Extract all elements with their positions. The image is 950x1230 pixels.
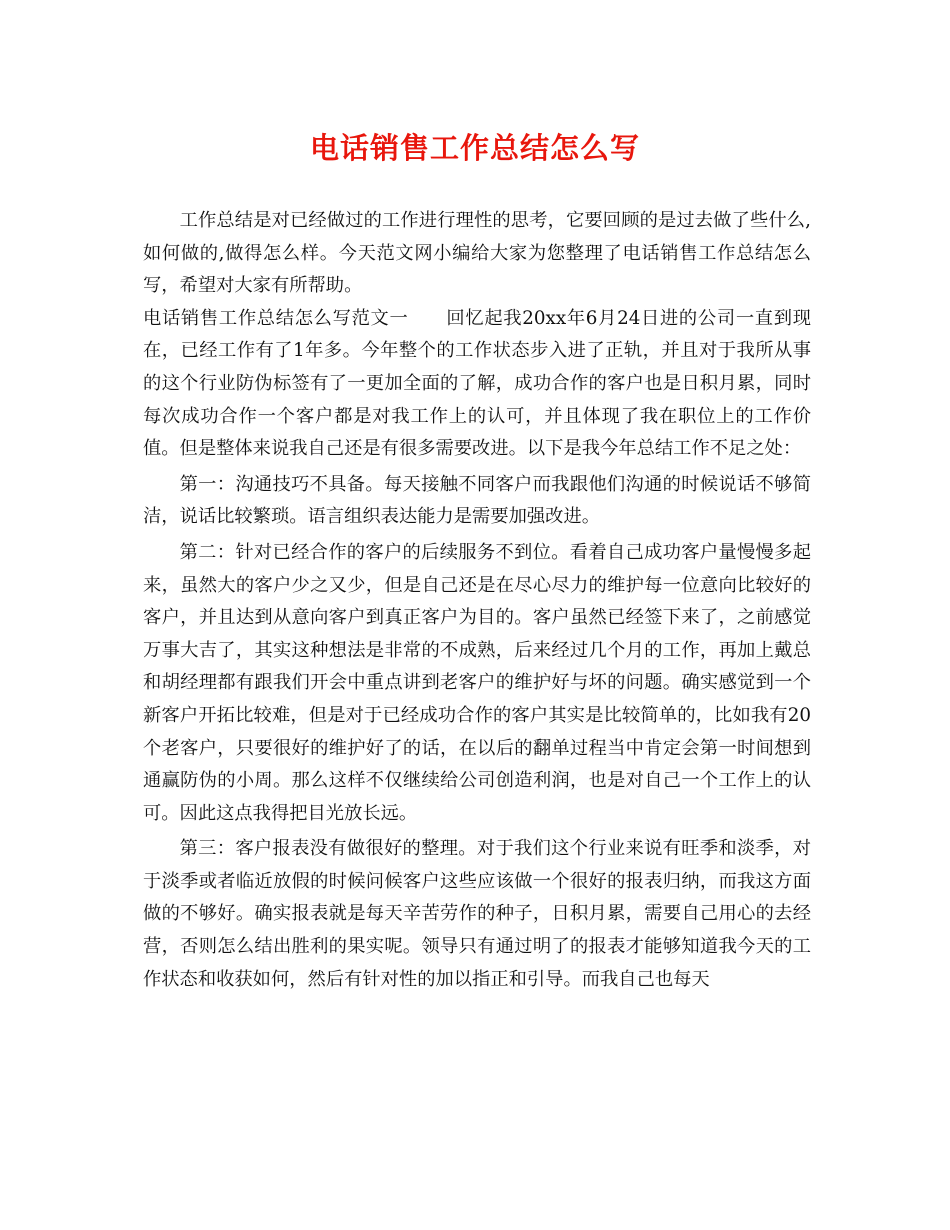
sample-one-paragraph: 电话销售工作总结怎么写范文一 回忆起我20xx年6月24日进的公司一直到现在，已经工作有了1年多。今年整个的工作状态步入进了正轨，并且对于我所从事的这个行业防伪标签有了一更加全面的了解，成功合作的客户也是日积月累，同时每次成功合作一个客户都是对我工作上的认可，并且体现了我在职位上的工作价值。但是整体来说我自己还是有很多需要改进。以下是我今年总结工作不足之处：	[143, 307, 811, 460]
point-three-paragraph: 第三：客户报表没有做很好的整理。对于我们这个行业来说有旺季和淡季，对于淡季或者临近放假的时候问候客户这些应该做一个很好的报表归纳，而我这方面做的不够好。确实报表就是每天辛苦劳作的种子，日积月累，需要自己用心的去经营，否则怎么结出胜利的果实呢。领导只有通过明了的报表才能够知道我今天的工作状态和收获如何，然后有针对性的加以指正和引导。而我自己也每天	[143, 838, 811, 990]
point-one-paragraph: 第一：沟通技巧不具备。每天接触不同客户而我跟他们沟通的时候说话不够简洁，说话比较繁琐。语言组织表达能力是需要加强改进。	[143, 473, 811, 528]
point-two-paragraph: 第二：针对已经合作的客户的后续服务不到位。看着自己成功客户量慢慢多起来，虽然大的客户少之又少，但是自己还是在尽心尽力的维护每一位意向比较好的客户，并且达到从意向客户到真正客户为目的。客户虽然已经签下来了，之前感觉万事大吉了，其实这种想法是非常的不成熟，后来经过几个月的工作，再加上戴总和胡经理都有跟我们开会中重点讲到老客户的维护好与坏的问题。确实感觉到一个新客户开拓比较难，但是对于已经成功合作的客户其实是比较简单的，比如我有20个老客户，只要很好的维护好了的话，在以后的翻单过程当中肯定会第一时间想到通赢防伪的小周。那么这样不仅继续给公司创造利润，也是对自己一个工作上的认可。因此这点我得把目光放长远。	[143, 541, 811, 824]
document-title: 电话销售工作总结怎么写	[309, 131, 640, 165]
document-body	[143, 205, 811, 996]
intro-paragraph: 工作总结是对已经做过的工作进行理性的思考，它要回顾的是过去做了些什么,如何做的,做得怎么样。今天范文网小编给大家为您整理了电话销售工作总结怎么写，希望对大家有所帮助。	[143, 210, 811, 297]
